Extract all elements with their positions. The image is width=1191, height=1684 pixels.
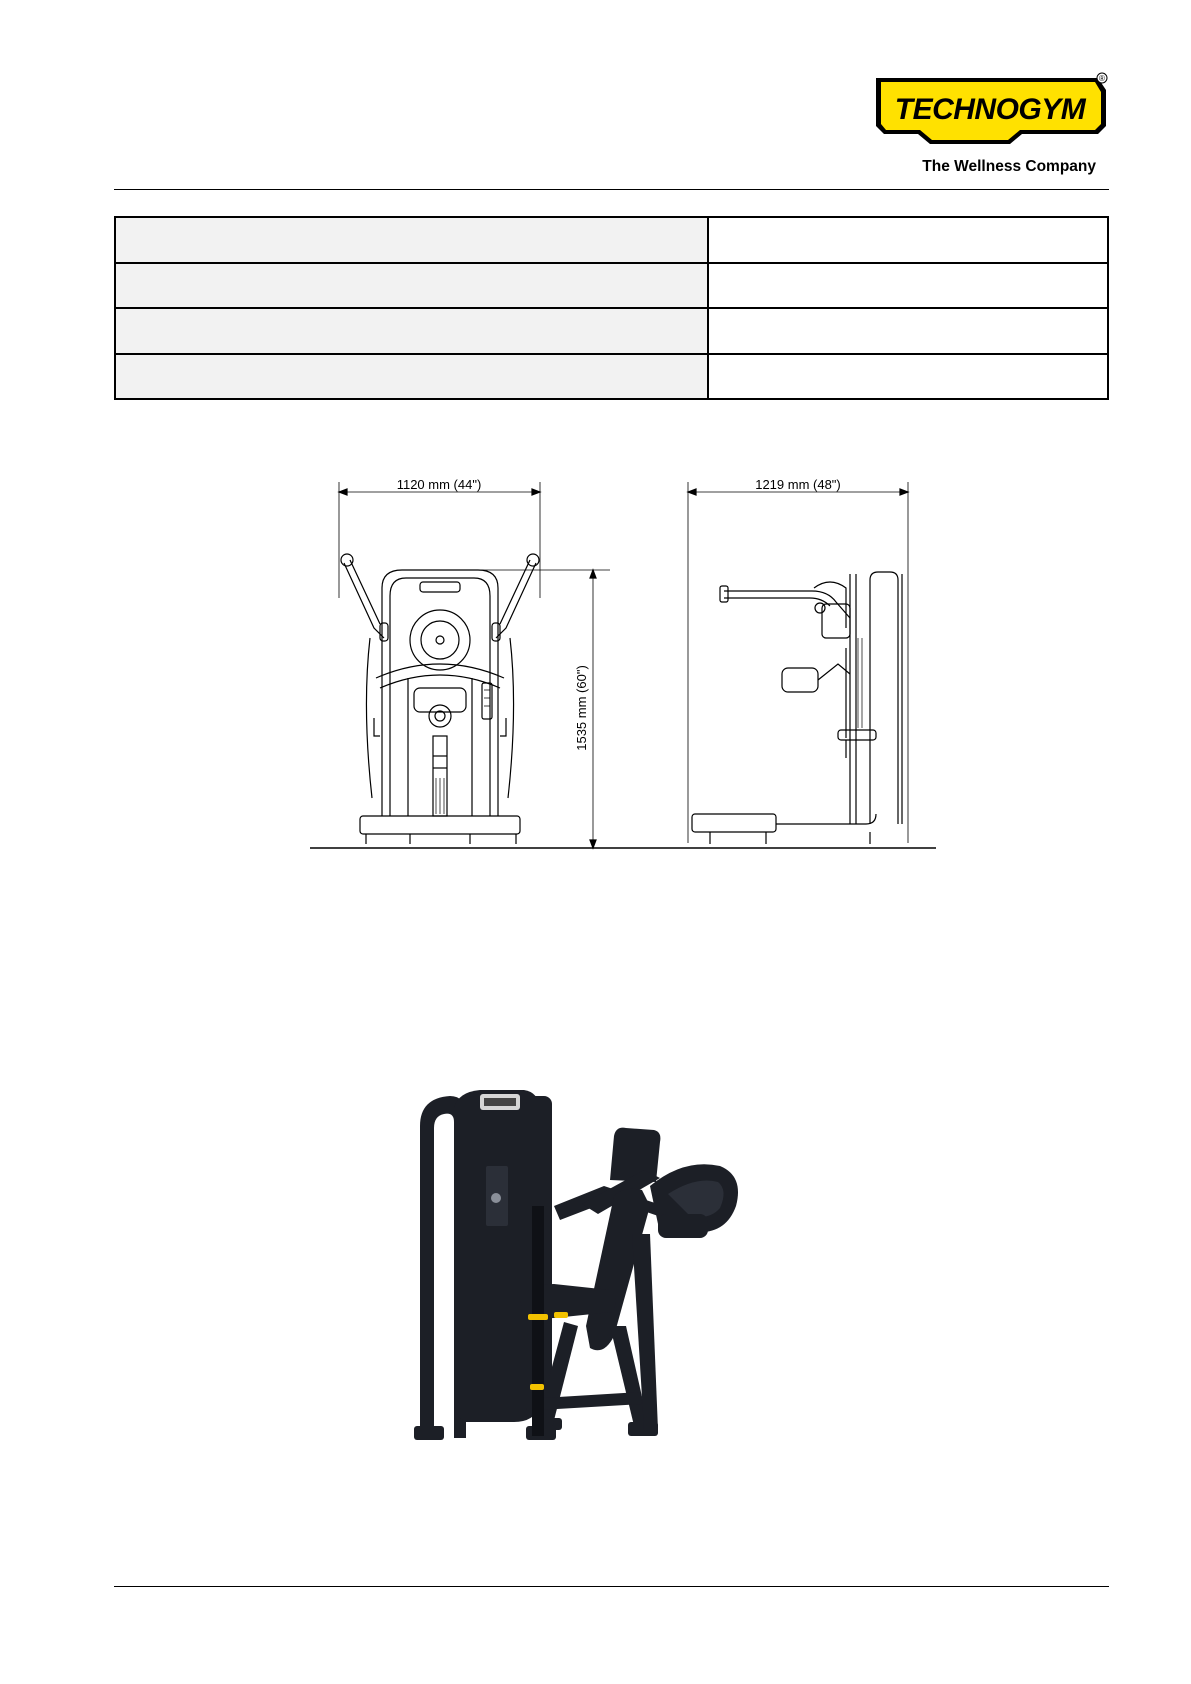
spec-label [115, 263, 708, 309]
spec-table [114, 216, 1109, 400]
spec-value [708, 263, 1108, 309]
brand-wordmark: TECHNOGYM [894, 93, 1086, 126]
footer-divider [114, 1586, 1109, 1587]
side-view-drawing [688, 478, 908, 844]
table-row [115, 354, 1108, 400]
dimension-drawing [310, 478, 936, 856]
spec-value [708, 217, 1108, 263]
technogym-logo [872, 72, 1112, 148]
height-label: 1535 mm (60") [574, 665, 589, 751]
table-row [115, 308, 1108, 354]
table-row [115, 217, 1108, 263]
header-divider [114, 189, 1109, 190]
front-view-drawing [339, 478, 610, 848]
spec-value [708, 354, 1108, 400]
table-row [115, 263, 1108, 309]
spec-label [115, 308, 708, 354]
front-width-label: 1120 mm (44") [396, 478, 482, 492]
spec-label [115, 354, 708, 400]
registered-mark: ® [1099, 74, 1105, 83]
spec-value [708, 308, 1108, 354]
brand-tagline: The Wellness Company [922, 158, 1096, 175]
spec-label [115, 217, 708, 263]
side-depth-label: 1219 mm (48") [755, 478, 841, 492]
machine-photo [414, 1086, 804, 1442]
